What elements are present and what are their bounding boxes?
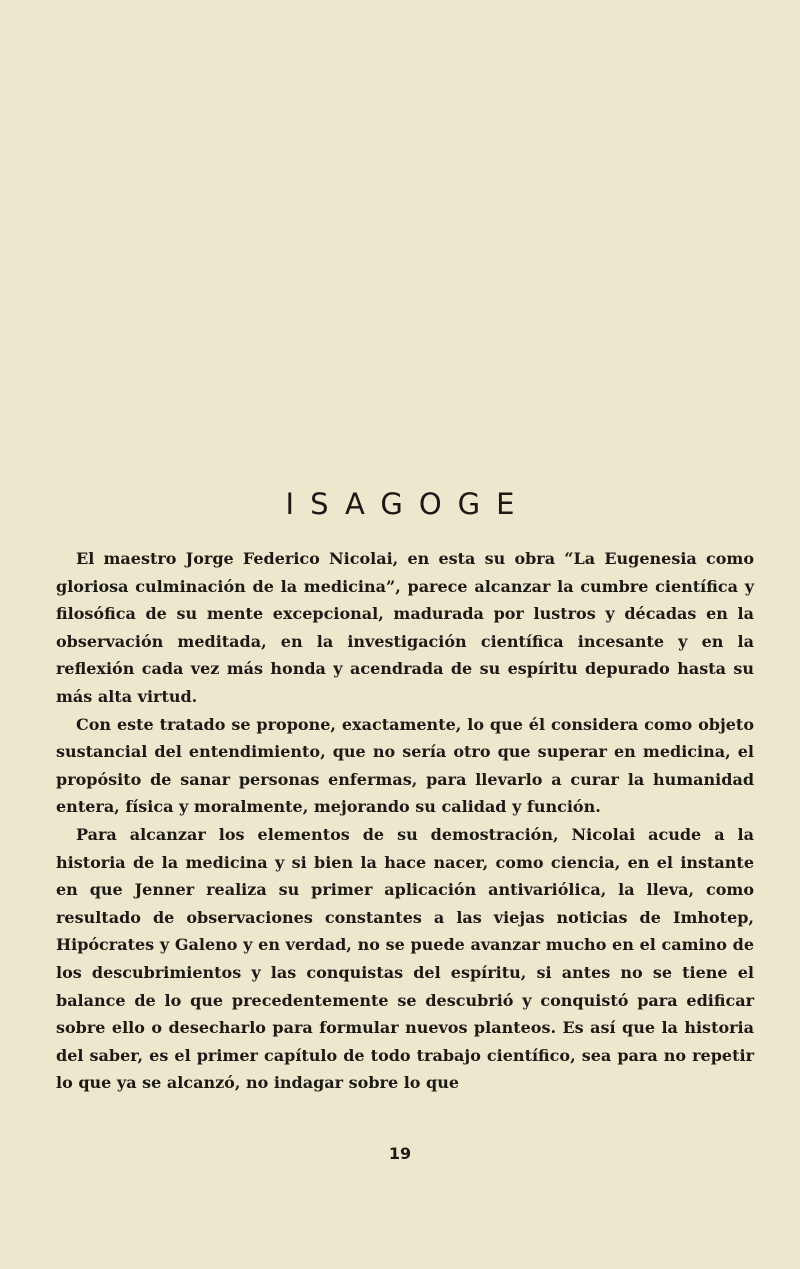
chapter-title: ISAGOGE [285,487,531,521]
paragraph-2: Con este tratado se propone, exactamente, lo que él considera como objeto sustancial del entendimiento, que no sería otro que superar en medicina, el propósito de sanar personas enfermas, para llevarlo a curar la humanidad entera, física y moralmente, mejorando su calidad y función. [56,714,754,817]
body-text [56,545,754,1097]
page-number: 19 [388,1144,412,1163]
paragraph-1: El maestro Jorge Federico Nicolai, en esta su obra “La Eugenesia como gloriosa culminación de la medicina”, parece alcanzar la cumbre científica y filosófica de su mente excepcional, madurada por lustros y décadas en la observación meditada, en la investigación científica incesante y en la reflexión cada vez más honda y acendrada de su espíritu depurado hasta su más alta virtud. [56,549,754,706]
paragraph-3: Para alcanzar los elementos de su demostración, Nicolai acude a la historia de la medicina y si bien la hace nacer, como ciencia, en el instante en que Jenner realiza su primer aplicación antivariólica, la lleva, como resultado de observaciones constantes a las viejas noticias de Imhotep, Hipócrates y Galeno y en verdad, no se puede avanzar mucho en el camino de los descubrimientos y las conquistas del espíritu, si antes no se tiene el balance de lo que precedentemente se descubrió y conquistó para edificar sobre ello o desecharlo para formular nuevos planteos. Es así que la historia del saber, es el primer capítulo de todo trabajo científico, sea para no repetir lo que ya se alcanzó, no indagar sobre lo que [56,824,754,1093]
